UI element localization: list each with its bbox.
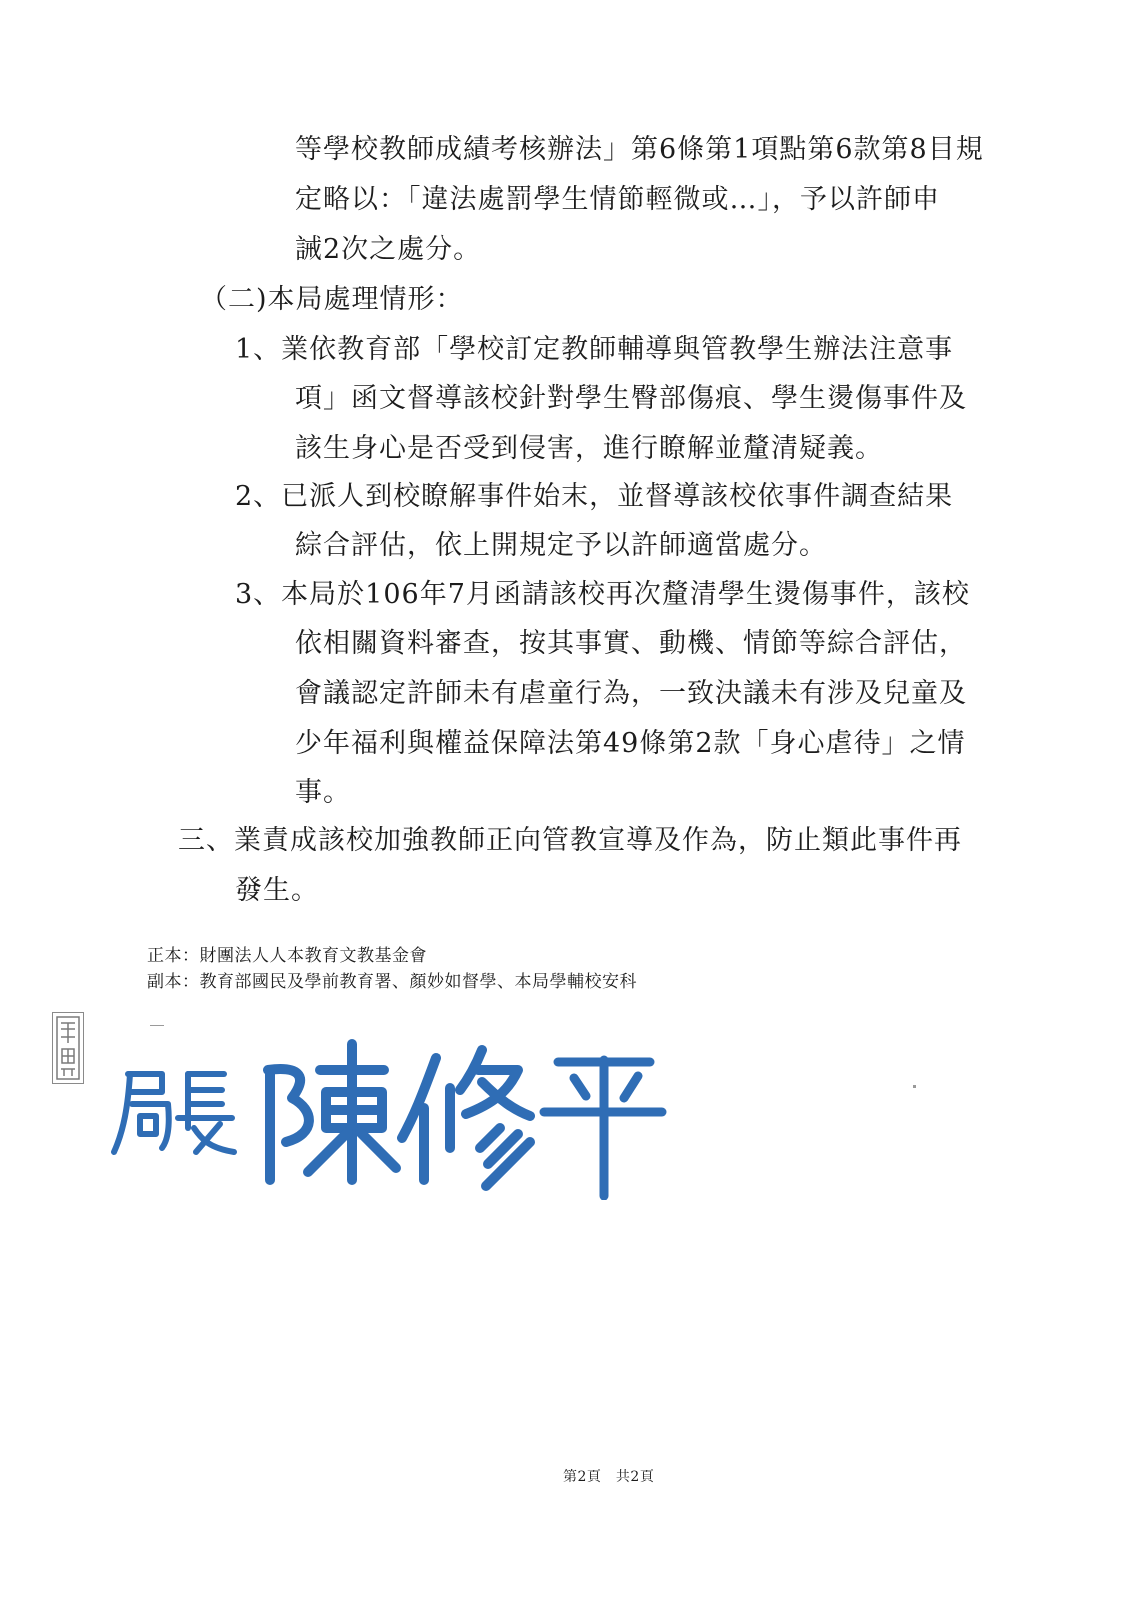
binding-seal-icon <box>52 1012 84 1084</box>
item-1-line-1: 1、業依教育部「學校訂定教師輔導與管教學生辦法注意事 <box>235 334 954 365</box>
section-heading-2: （二)本局處理情形： <box>200 284 464 315</box>
page-number: 第2頁 共2頁 <box>563 1469 655 1485</box>
body-line-1: 等學校教師成績考核辦法」第6條第1項點第6款第8目規 <box>295 134 984 165</box>
item-1-line-2: 項」函文督導該校針對學生臀部傷痕、學生燙傷事件及 <box>295 383 967 414</box>
body-line-3: 誡2次之處分。 <box>295 234 482 265</box>
item-2-line-2: 綜合評估，依上開規定予以許師適當處分。 <box>295 530 827 561</box>
distribution-original: 正本：財團法人人本教育文教基金會 <box>147 946 427 966</box>
distribution-copies: 副本：教育部國民及學前教育署、顏妙如督學、本局學輔校安科 <box>147 972 637 992</box>
section-3-line-2: 發生。 <box>235 875 319 906</box>
scan-speck <box>913 1085 916 1088</box>
section-3-line-1: 三、業責成該校加強教師正向管教宣導及作為，防止類此事件再 <box>178 825 962 856</box>
item-2-line-1: 2、已派人到校瞭解事件始末，並督導該校依事件調查結果 <box>235 481 954 512</box>
item-1-line-3: 該生身心是否受到侵害，進行瞭解並釐清疑義。 <box>295 433 883 464</box>
director-signature <box>110 1030 670 1200</box>
item-3-line-1: 3、本局於106年7月函請該校再次釐清學生燙傷事件，該校 <box>235 579 970 610</box>
item-3-line-5: 事。 <box>295 777 351 808</box>
item-3-line-4: 少年福利與權益保障法第49條第2款「身心虐待」之情 <box>295 728 966 759</box>
scan-speck <box>150 1025 164 1026</box>
item-3-line-2: 依相關資料審查，按其事實、動機、情節等綜合評估， <box>295 628 967 659</box>
item-3-line-3: 會議認定許師未有虐童行為，一致決議未有涉及兒童及 <box>295 678 967 709</box>
body-line-2: 定略以：「違法處罰學生情節輕微或…」，予以許師申 <box>295 184 940 215</box>
